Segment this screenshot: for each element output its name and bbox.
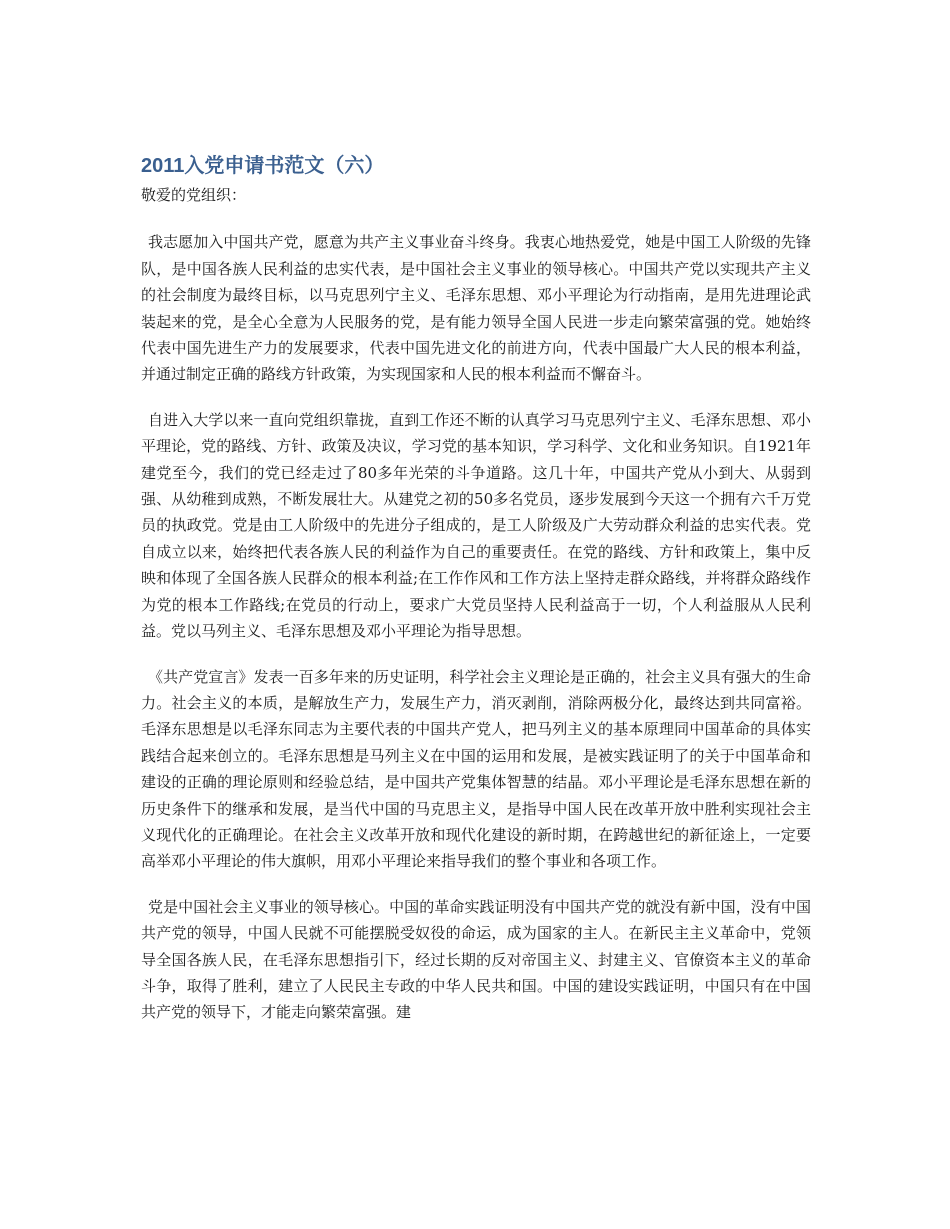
document-title: 2011入党申请书范文（六） [141, 155, 385, 177]
paragraph-4: 党是中国社会主义事业的领导核心。中国的革命实践证明没有中国共产党的就没有新中国，没有中国共产党的领导，中国人民就不可能摆脱受奴役的命运，成为国家的主人。在新民主主义革命中，党领导全国各族人民，在毛泽东思想指引下，经过长期的反对帝国主义、封建主义、官僚资本主义的革命斗争，取得了胜利，建立了人民民主专政的中华人民共和国。中国的建设实践证明，中国只有在中国共产党的领导下，才能走向繁荣富强。建 [141, 897, 811, 1022]
paragraph-1: 我志愿加入中国共产党，愿意为共产主义事业奋斗终身。我衷心地热爱党，她是中国工人阶级的先锋队，是中国各族人民利益的忠实代表，是中国社会主义事业的领导核心。中国共产党以实现共产主义的社会制度为最终目标，以马克思列宁主义、毛泽东思想、邓小平理论为行动指南，是用先进理论武装起来的党，是全心全意为人民服务的党，是有能力领导全国人民进一步走向繁荣富强的党。她始终代表中国先进生产力的发展要求，代表中国先进文化的前进方向，代表中国最广大人民的根本利益，并通过制定正确的路线方针政策，为实现国家和人民的根本利益而不懈奋斗。 [141, 233, 811, 384]
paragraph-2: 自进入大学以来一直向党组织靠拢，直到工作还不断的认真学习马克思列宁主义、毛泽东思想、邓小平理论，党的路线、方针、政策及决议，学习党的基本知识，学习科学、文化和业务知识。自1921年建党至今，我们的党已经走过了80多年光荣的斗争道路。这几十年，中国共产党从小到大、从弱到强、从幼稚到成熟，不断发展壮大。从建党之初的50多名党员，逐步发展到今天这一个拥有六千万党员的执政党。党是由工人阶级中的先进分子组成的，是工人阶级及广大劳动群众利益的忠实代表。党自成立以来，始终把代表各族人民的利益作为自己的重要责任。在党的路线、方针和政策上，集中反映和体现了全国各族人民群众的根本利益;在工作作风和工作方法上坚持走群众路线，并将群众路线作为党的根本工作路线;在党员的行动上，要求广大党员坚持人民利益高于一切，个人利益服从人民利益。党以马列主义、毛泽东思想及邓小平理论为指导思想。 [141, 410, 811, 641]
salutation: 敬爱的党组织： [141, 186, 247, 204]
document-page [141, 150, 811, 1045]
paragraph-3: 《共产党宣言》发表一百多年来的历史证明，科学社会主义理论是正确的，社会主义具有强大的生命力。社会主义的本质，是解放生产力，发展生产力，消灭剥削，消除两极分化，最终达到共同富裕。毛泽东思想是以毛泽东同志为主要代表的中国共产党人，把马列主义的基本原理同中国革命的具体实践结合起来创立的。毛泽东思想是马列主义在中国的运用和发展，是被实践证明了的关于中国革命和建设的正确的理论原则和经验总结，是中国共产党集体智慧的结晶。邓小平理论是毛泽东思想在新的历史条件下的继承和发展，是当代中国的马克思主义，是指导中国人民在改革开放中胜利实现社会主义现代化的正确理论。在社会主义改革开放和现代化建设的新时期，在跨越世纪的新征途上，一定要高举邓小平理论的伟大旗帜，用邓小平理论来指导我们的整个事业和各项工作。 [141, 667, 811, 871]
